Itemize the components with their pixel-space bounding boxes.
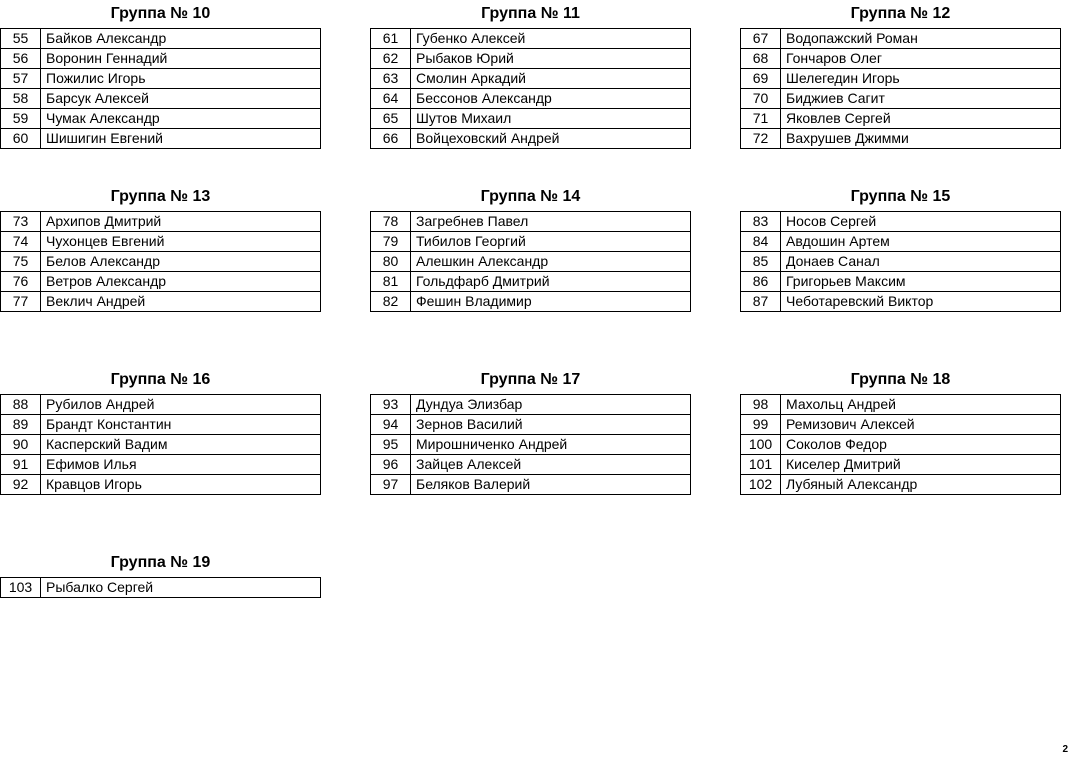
table-row	[371, 252, 691, 272]
table-row	[741, 232, 1061, 252]
table-row	[1, 212, 321, 232]
row-number: 67	[741, 29, 781, 49]
row-number: 102	[741, 475, 781, 495]
group-table	[0, 577, 321, 598]
group-10	[0, 0, 321, 146]
group-table	[740, 394, 1061, 495]
row-number: 90	[1, 435, 41, 455]
row-number: 62	[371, 49, 411, 69]
row-name: Белов Александр	[41, 252, 321, 272]
table-row	[1, 455, 321, 475]
row-number: 96	[371, 455, 411, 475]
row-number: 57	[1, 69, 41, 89]
table-row	[741, 292, 1061, 312]
row-name: Смолин Аркадий	[411, 69, 691, 89]
row-number: 71	[741, 109, 781, 129]
row-number: 75	[1, 252, 41, 272]
row-number: 73	[1, 212, 41, 232]
row-number: 98	[741, 395, 781, 415]
row-name: Рыбаков Юрий	[411, 49, 691, 69]
group-title: Группа № 19	[110, 554, 211, 571]
row-number: 91	[1, 455, 41, 475]
table-row	[371, 109, 691, 129]
row-number: 56	[1, 49, 41, 69]
table-row	[371, 49, 691, 69]
row-name: Ремизович Алексей	[781, 415, 1061, 435]
row-name: Чумак Александр	[41, 109, 321, 129]
row-number: 68	[741, 49, 781, 69]
row-number: 94	[371, 415, 411, 435]
table-row	[741, 272, 1061, 292]
row-name: Фешин Владимир	[411, 292, 691, 312]
group-table	[740, 28, 1061, 149]
group-title: Группа № 13	[110, 188, 211, 205]
row-number: 64	[371, 89, 411, 109]
row-number: 74	[1, 232, 41, 252]
table-row	[1, 272, 321, 292]
row-name: Зайцев Алексей	[411, 455, 691, 475]
row-number: 83	[741, 212, 781, 232]
group-table	[370, 211, 691, 312]
row-number: 100	[741, 435, 781, 455]
row-name: Ветров Александр	[41, 272, 321, 292]
table-row	[1, 129, 321, 149]
group-14	[370, 183, 691, 309]
group-table	[370, 394, 691, 495]
table-row	[1, 252, 321, 272]
row-number: 80	[371, 252, 411, 272]
table-row	[1, 232, 321, 252]
row-number: 66	[371, 129, 411, 149]
row-number: 101	[741, 455, 781, 475]
group-13	[0, 183, 321, 309]
row-name: Лубяный Александр	[781, 475, 1061, 495]
table-row	[741, 69, 1061, 89]
table-row	[371, 212, 691, 232]
row-name: Шишигин Евгений	[41, 129, 321, 149]
row-number: 89	[1, 415, 41, 435]
row-name: Зернов Василий	[411, 415, 691, 435]
row-name: Кравцов Игорь	[41, 475, 321, 495]
group-18	[740, 366, 1061, 492]
group-title: Группа № 17	[480, 371, 581, 388]
row-name: Яковлев Сергей	[781, 109, 1061, 129]
group-table	[0, 394, 321, 495]
table-row	[741, 89, 1061, 109]
row-name: Дундуа Элизбар	[411, 395, 691, 415]
row-number: 70	[741, 89, 781, 109]
table-row	[371, 435, 691, 455]
row-name: Пожилис Игорь	[41, 69, 321, 89]
row-name: Загребнев Павел	[411, 212, 691, 232]
table-row	[1, 475, 321, 495]
table-row	[371, 129, 691, 149]
row-name: Рыбалко Сергей	[41, 578, 321, 598]
table-row	[1, 415, 321, 435]
row-name: Войцеховский Андрей	[411, 129, 691, 149]
table-row	[371, 455, 691, 475]
row-number: 81	[371, 272, 411, 292]
row-number: 60	[1, 129, 41, 149]
row-number: 97	[371, 475, 411, 495]
group-12	[740, 0, 1061, 146]
group-11	[370, 0, 691, 146]
group-19	[0, 549, 321, 595]
table-row	[1, 395, 321, 415]
row-name: Шутов Михаил	[411, 109, 691, 129]
table-row	[371, 232, 691, 252]
row-number: 87	[741, 292, 781, 312]
group-title: Группа № 18	[850, 371, 951, 388]
table-row	[741, 49, 1061, 69]
table-row	[1, 435, 321, 455]
group-table	[0, 211, 321, 312]
group-table	[740, 211, 1061, 312]
group-title: Группа № 10	[110, 5, 211, 22]
row-name: Веклич Андрей	[41, 292, 321, 312]
group-15	[740, 183, 1061, 309]
group-title: Группа № 14	[480, 188, 581, 205]
row-name: Соколов Федор	[781, 435, 1061, 455]
group-title: Группа № 11	[481, 5, 580, 22]
row-name: Чухонцев Евгений	[41, 232, 321, 252]
row-number: 84	[741, 232, 781, 252]
row-name: Касперский Вадим	[41, 435, 321, 455]
row-number: 58	[1, 89, 41, 109]
row-name: Рубилов Андрей	[41, 395, 321, 415]
row-name: Беляков Валерий	[411, 475, 691, 495]
row-name: Брандт Константин	[41, 415, 321, 435]
row-number: 61	[371, 29, 411, 49]
row-name: Махольц Андрей	[781, 395, 1061, 415]
row-name: Гончаров Олег	[781, 49, 1061, 69]
table-row	[741, 109, 1061, 129]
table-row	[741, 252, 1061, 272]
group-17	[370, 366, 691, 492]
row-name: Григорьев Максим	[781, 272, 1061, 292]
table-row	[741, 212, 1061, 232]
row-number: 99	[741, 415, 781, 435]
row-number: 93	[371, 395, 411, 415]
row-name: Мирошниченко Андрей	[411, 435, 691, 455]
table-row	[1, 49, 321, 69]
row-number: 88	[1, 395, 41, 415]
table-row	[371, 89, 691, 109]
row-name: Носов Сергей	[781, 212, 1061, 232]
table-row	[741, 455, 1061, 475]
table-row	[741, 435, 1061, 455]
row-name: Гольдфарб Дмитрий	[411, 272, 691, 292]
row-name: Киселер Дмитрий	[781, 455, 1061, 475]
row-name: Барсук Алексей	[41, 89, 321, 109]
group-title: Группа № 15	[850, 188, 951, 205]
row-name: Шелегедин Игорь	[781, 69, 1061, 89]
row-number: 65	[371, 109, 411, 129]
table-row	[371, 69, 691, 89]
group-table	[0, 28, 321, 149]
row-name: Воронин Геннадий	[41, 49, 321, 69]
row-number: 59	[1, 109, 41, 129]
table-row	[741, 395, 1061, 415]
row-number: 69	[741, 69, 781, 89]
table-row	[371, 395, 691, 415]
table-row	[371, 29, 691, 49]
row-number: 95	[371, 435, 411, 455]
table-row	[371, 475, 691, 495]
row-number: 63	[371, 69, 411, 89]
row-name: Донаев Санал	[781, 252, 1061, 272]
row-number: 103	[1, 578, 41, 598]
table-row	[1, 29, 321, 49]
table-row	[1, 69, 321, 89]
page-number: 2	[1062, 744, 1068, 755]
table-row	[741, 415, 1061, 435]
row-number: 82	[371, 292, 411, 312]
group-16	[0, 366, 321, 492]
table-row	[371, 272, 691, 292]
row-number: 79	[371, 232, 411, 252]
row-number: 85	[741, 252, 781, 272]
row-name: Ефимов Илья	[41, 455, 321, 475]
row-name: Алешкин Александр	[411, 252, 691, 272]
table-row	[741, 129, 1061, 149]
row-name: Вахрушев Джимми	[781, 129, 1061, 149]
row-name: Бессонов Александр	[411, 89, 691, 109]
table-row	[1, 89, 321, 109]
row-name: Тибилов Георгий	[411, 232, 691, 252]
row-number: 76	[1, 272, 41, 292]
group-title: Группа № 12	[850, 5, 951, 22]
table-row	[741, 475, 1061, 495]
row-name: Губенко Алексей	[411, 29, 691, 49]
row-number: 78	[371, 212, 411, 232]
row-number: 55	[1, 29, 41, 49]
row-name: Водопажский Роман	[781, 29, 1061, 49]
group-table	[370, 28, 691, 149]
table-row	[741, 29, 1061, 49]
row-name: Чеботаревский Виктор	[781, 292, 1061, 312]
group-title: Группа № 16	[110, 371, 211, 388]
row-number: 72	[741, 129, 781, 149]
row-number: 86	[741, 272, 781, 292]
row-name: Биджиев Сагит	[781, 89, 1061, 109]
row-name: Авдошин Артем	[781, 232, 1061, 252]
row-number: 77	[1, 292, 41, 312]
table-row	[1, 109, 321, 129]
row-number: 92	[1, 475, 41, 495]
table-row	[371, 415, 691, 435]
table-row	[1, 292, 321, 312]
row-name: Байков Александр	[41, 29, 321, 49]
table-row	[371, 292, 691, 312]
table-row	[1, 578, 321, 598]
row-name: Архипов Дмитрий	[41, 212, 321, 232]
